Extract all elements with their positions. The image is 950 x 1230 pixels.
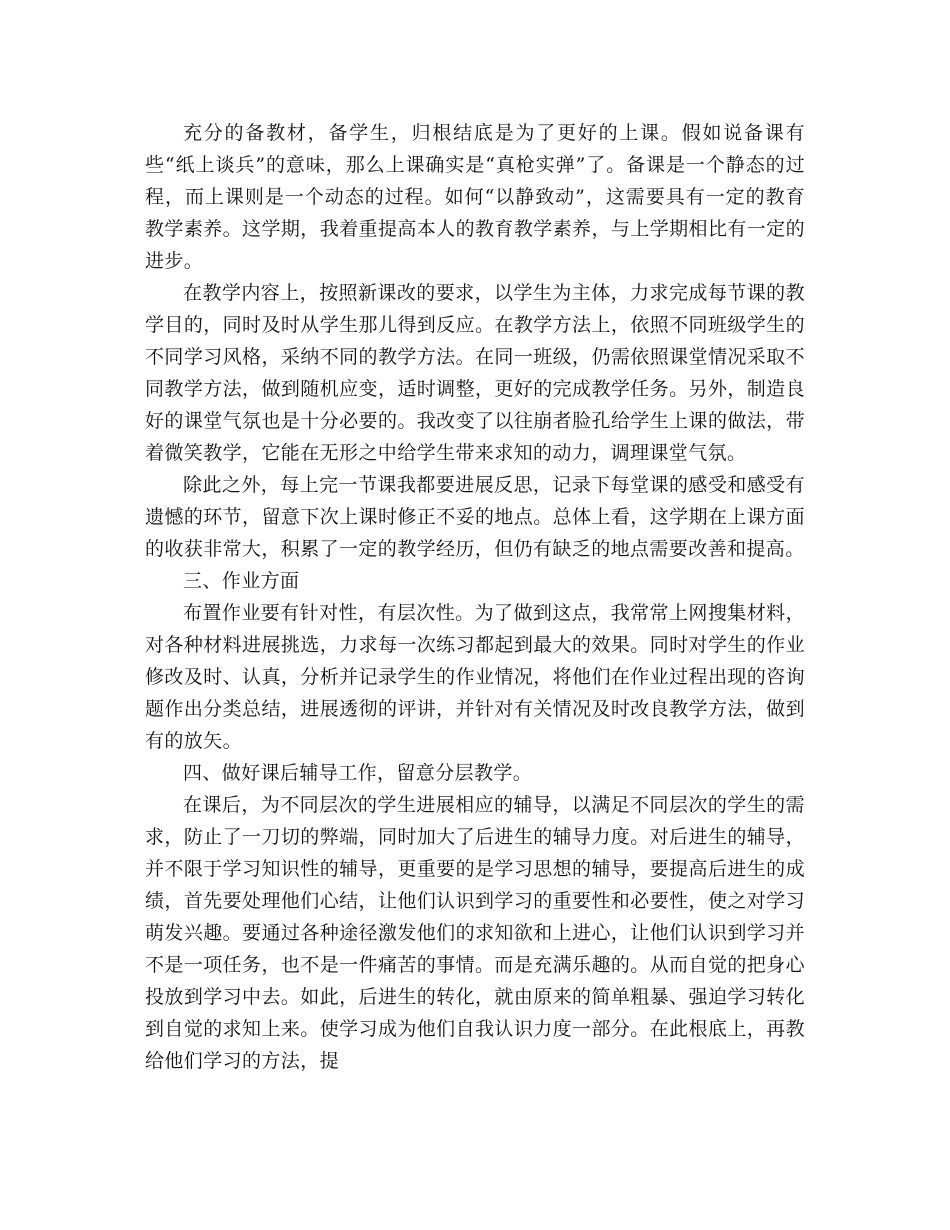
- paragraph-lesson-preparation: 充分的备教材，备学生，归根结底是为了更好的上课。假如说备课有些“纸上谈兵”的意味，那么上课确实是“真枪实弹”了。备课是一个静态的过程，而上课则是一个动态的过程。如何“以静致动”，这需要具有一定的教育教学素养。这学期，我着重提高本人的教育教学素养，与上学期相比有一定的进步。: [145, 122, 805, 272]
- paragraph-reflection: 除此之外，每上完一节课我都要进展反思，记录下每堂课的感受和感受有遗憾的环节，留意下次上课时修正不妥的地点。总体上看，这学期在上课方面的收获非常大，积累了一定的教学经历，但仍有缺乏的地点需要改善和提高。: [145, 474, 805, 560]
- section-heading-tutoring: 四、做好课后辅导工作，留意分层教学。: [183, 762, 533, 784]
- paragraph-homework: 布置作业要有针对性，有层次性。为了做到这点，我常常上网搜集材料，对各种材料进展挑选，力求每一次练习都起到最大的效果。同时对学生的作业修改及时、认真，分析并记录学生的作业情况，将他们在作业过程出现的咨询题作出分类总结，进展透彻的评讲，并针对有关情况及时改良教学方法，做到有的放矢。: [145, 602, 805, 752]
- document-body: [145, 117, 805, 1077]
- section-heading-homework: 三、作业方面: [183, 570, 300, 592]
- paragraph-teaching-content: 在教学内容上，按照新课改的要求，以学生为主体，力求完成每节课的教学目的，同时及时从学生那儿得到反应。在教学方法上，依照不同班级学生的不同学习风格，采纳不同的教学方法。在同一班级，仍需依照课堂情况采取不同教学方法，做到随机应变，适时调整，更好的完成教学任务。另外，制造良好的课堂气氛也是十分必要的。我改变了以往崩者脸孔给学生上课的做法，带着微笑教学，它能在无形之中给学生带来求知的动力，调理课堂气氛。: [145, 282, 805, 464]
- paragraph-tutoring: 在课后，为不同层次的学生进展相应的辅导，以满足不同层次的学生的需求，防止了一刀切的弊端，同时加大了后进生的辅导力度。对后进生的辅导，并不限于学习知识性的辅导，更重要的是学习思想的辅导，要提高后进生的成绩，首先要处理他们心结，让他们认识到学习的重要性和必要性，使之对学习萌发兴趣。要通过各种途径激发他们的求知欲和上进心，让他们认识到学习并不是一项任务，也不是一件痛苦的事情。而是充满乐趣的。从而自觉的把身心投放到学习中去。如此，后进生的转化，就由原来的简单粗暴、强迫学习转化到自觉的求知上来。使学习成为他们自我认识力度一部分。在此根底上，再教给他们学习的方法，提: [145, 794, 805, 1072]
